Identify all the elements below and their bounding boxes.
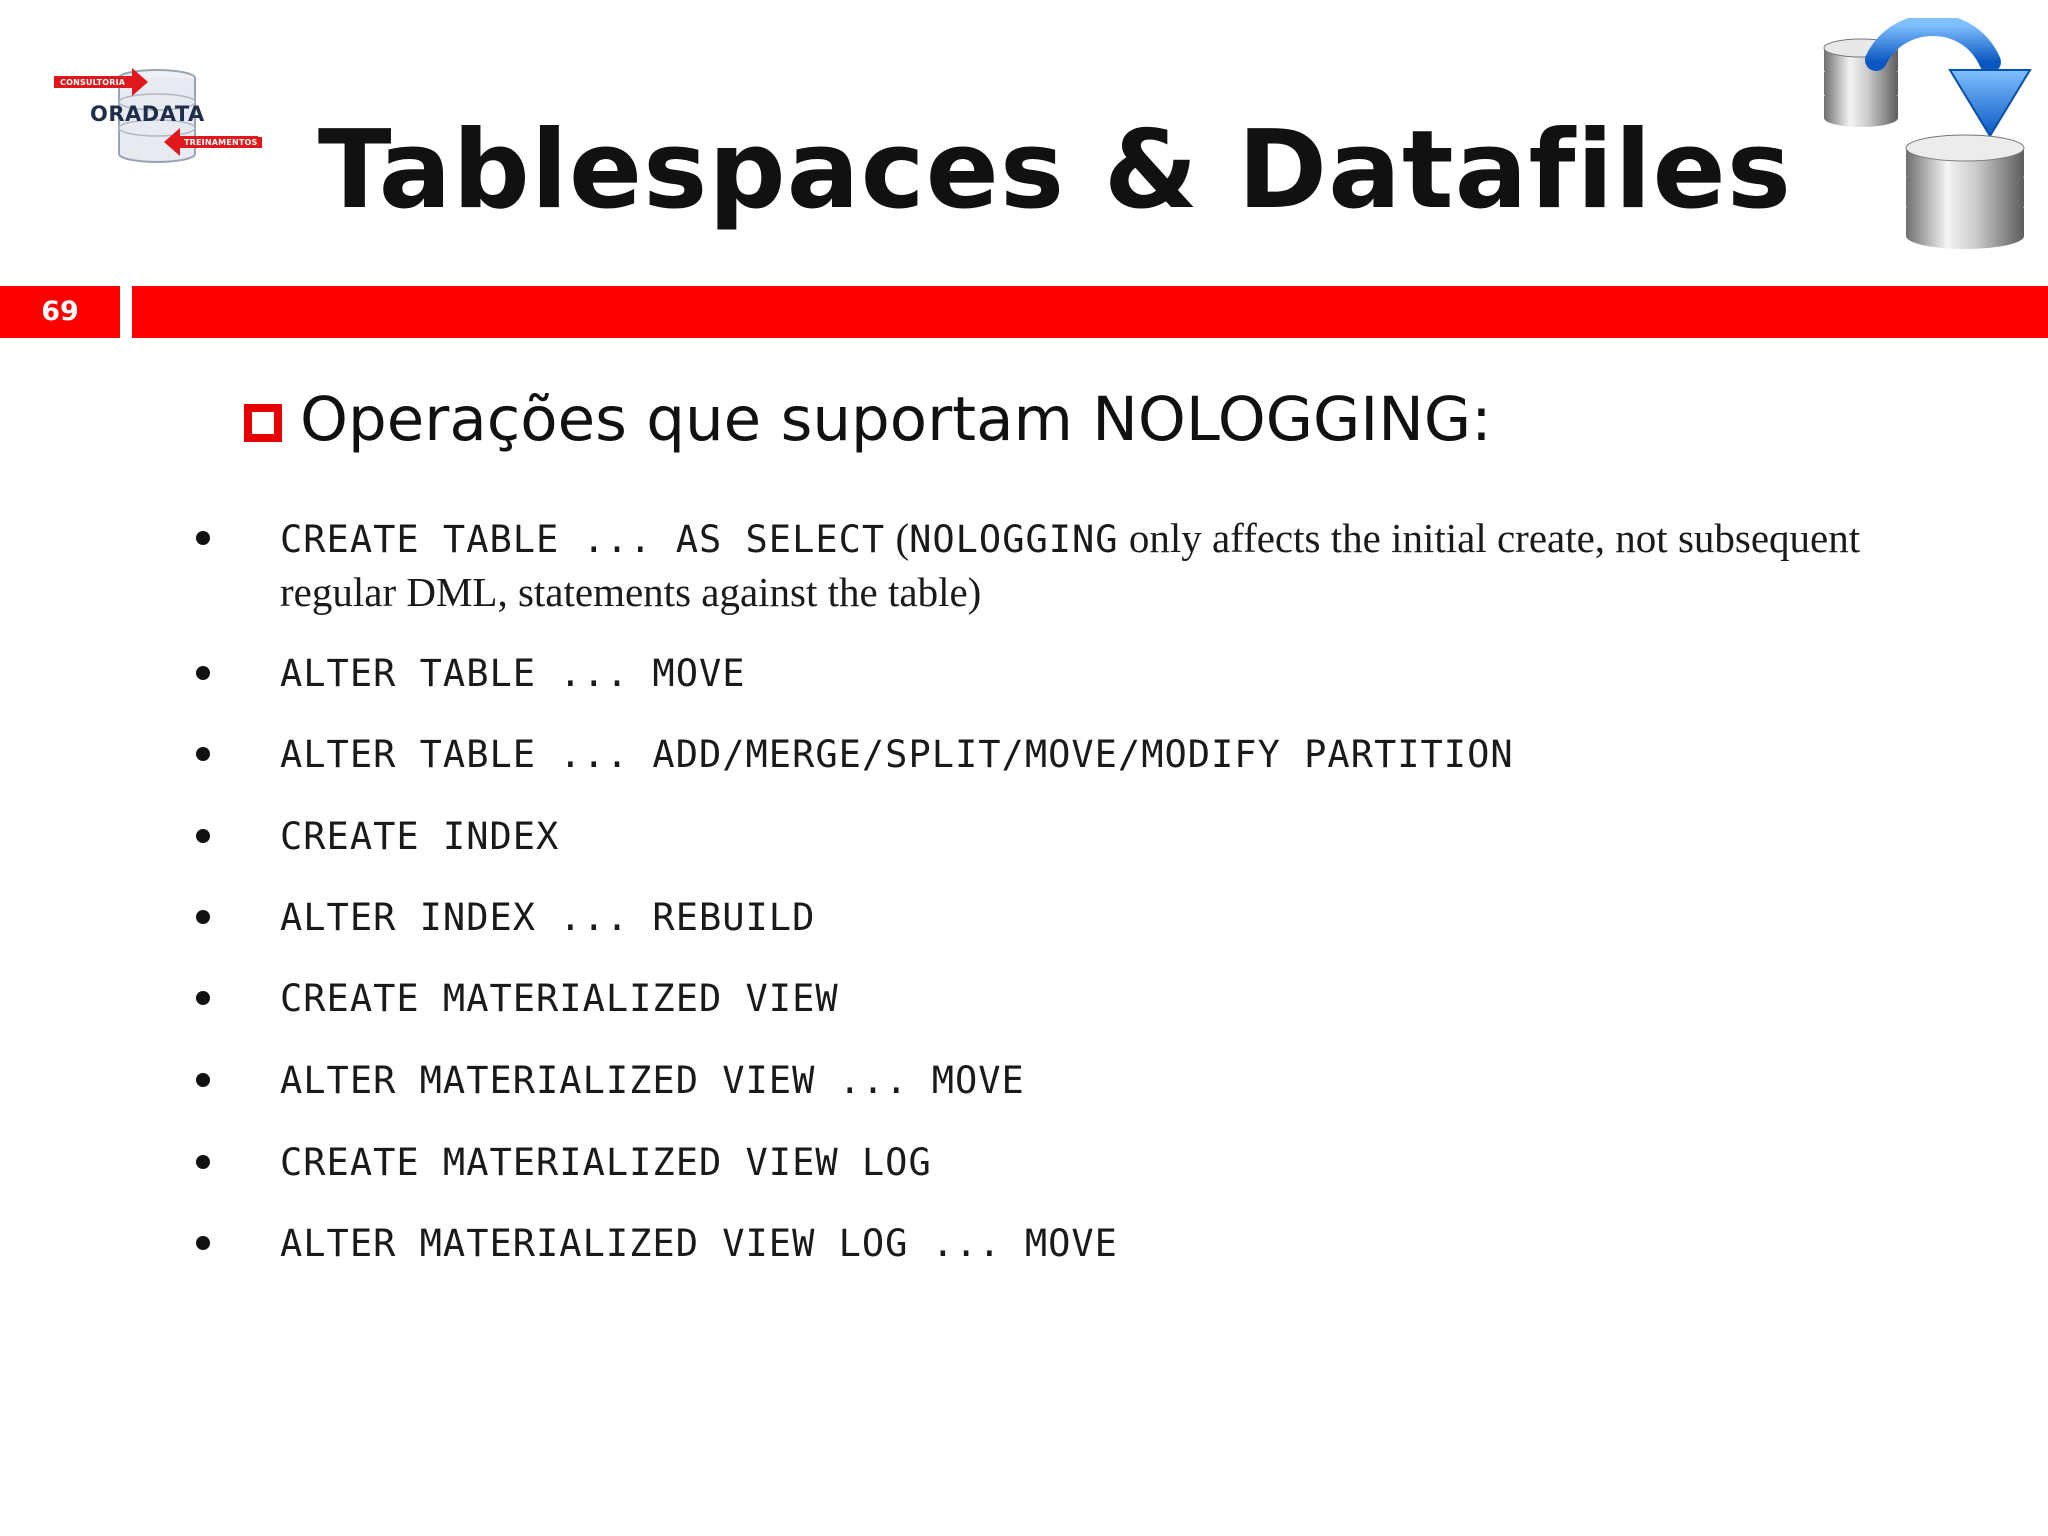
slide-number: 69 <box>0 286 120 338</box>
bullet-dot-icon <box>196 1236 210 1250</box>
item-code: ALTER MATERIALIZED VIEW LOG ... MOVE <box>280 1222 1118 1265</box>
list-item <box>280 728 1920 781</box>
item-note-prefix: ( <box>885 515 910 561</box>
item-note-line2: regular DML, statements against the table) <box>280 569 982 615</box>
item-code: ALTER TABLE ... ADD/MERGE/SPLIT/MOVE/MODIFY PARTITION <box>280 733 1514 776</box>
logo-name: ORADATA <box>90 102 205 126</box>
list-item <box>280 1217 1920 1270</box>
item-note-text: only affects the initial create, not subsequent <box>1118 515 1861 561</box>
square-bullet-icon <box>244 404 282 442</box>
bullet-dot-icon <box>196 531 210 545</box>
item-code: CREATE MATERIALIZED VIEW <box>280 977 839 1020</box>
bullet-dot-icon <box>196 991 210 1005</box>
list-item <box>280 810 1920 863</box>
list-item <box>280 512 1920 619</box>
list-item <box>280 1136 1920 1189</box>
bullet-dot-icon <box>196 747 210 761</box>
item-note-code: NOLOGGING <box>909 518 1119 561</box>
title-divider-bar <box>132 286 2048 338</box>
item-code: CREATE MATERIALIZED VIEW LOG <box>280 1141 932 1184</box>
item-code: ALTER MATERIALIZED VIEW ... MOVE <box>280 1059 1025 1102</box>
list-item <box>280 1054 1920 1107</box>
slide-title: Tablespaces & Datafiles <box>317 108 1793 233</box>
item-code: CREATE INDEX <box>280 815 560 858</box>
logo-consultoria-label: CONSULTORIA <box>56 77 129 88</box>
item-code: ALTER TABLE ... MOVE <box>280 652 746 695</box>
list-item <box>280 647 1920 700</box>
bullet-dot-icon <box>196 666 210 680</box>
list-item <box>280 891 1920 944</box>
bullet-dot-icon <box>196 1155 210 1169</box>
bullet-dot-icon <box>196 910 210 924</box>
database-transfer-icon <box>1818 18 2038 268</box>
bullet-dot-icon <box>196 829 210 843</box>
item-code: ALTER INDEX ... REBUILD <box>280 896 816 939</box>
item-code: CREATE TABLE ... AS SELECT <box>280 518 886 561</box>
logo-treinamentos-label: TREINAMENTOS <box>180 137 262 148</box>
section-heading: Operações que suportam NOLOGGING: <box>300 384 1492 455</box>
list-item <box>280 972 1920 1025</box>
bullet-dot-icon <box>196 1073 210 1087</box>
